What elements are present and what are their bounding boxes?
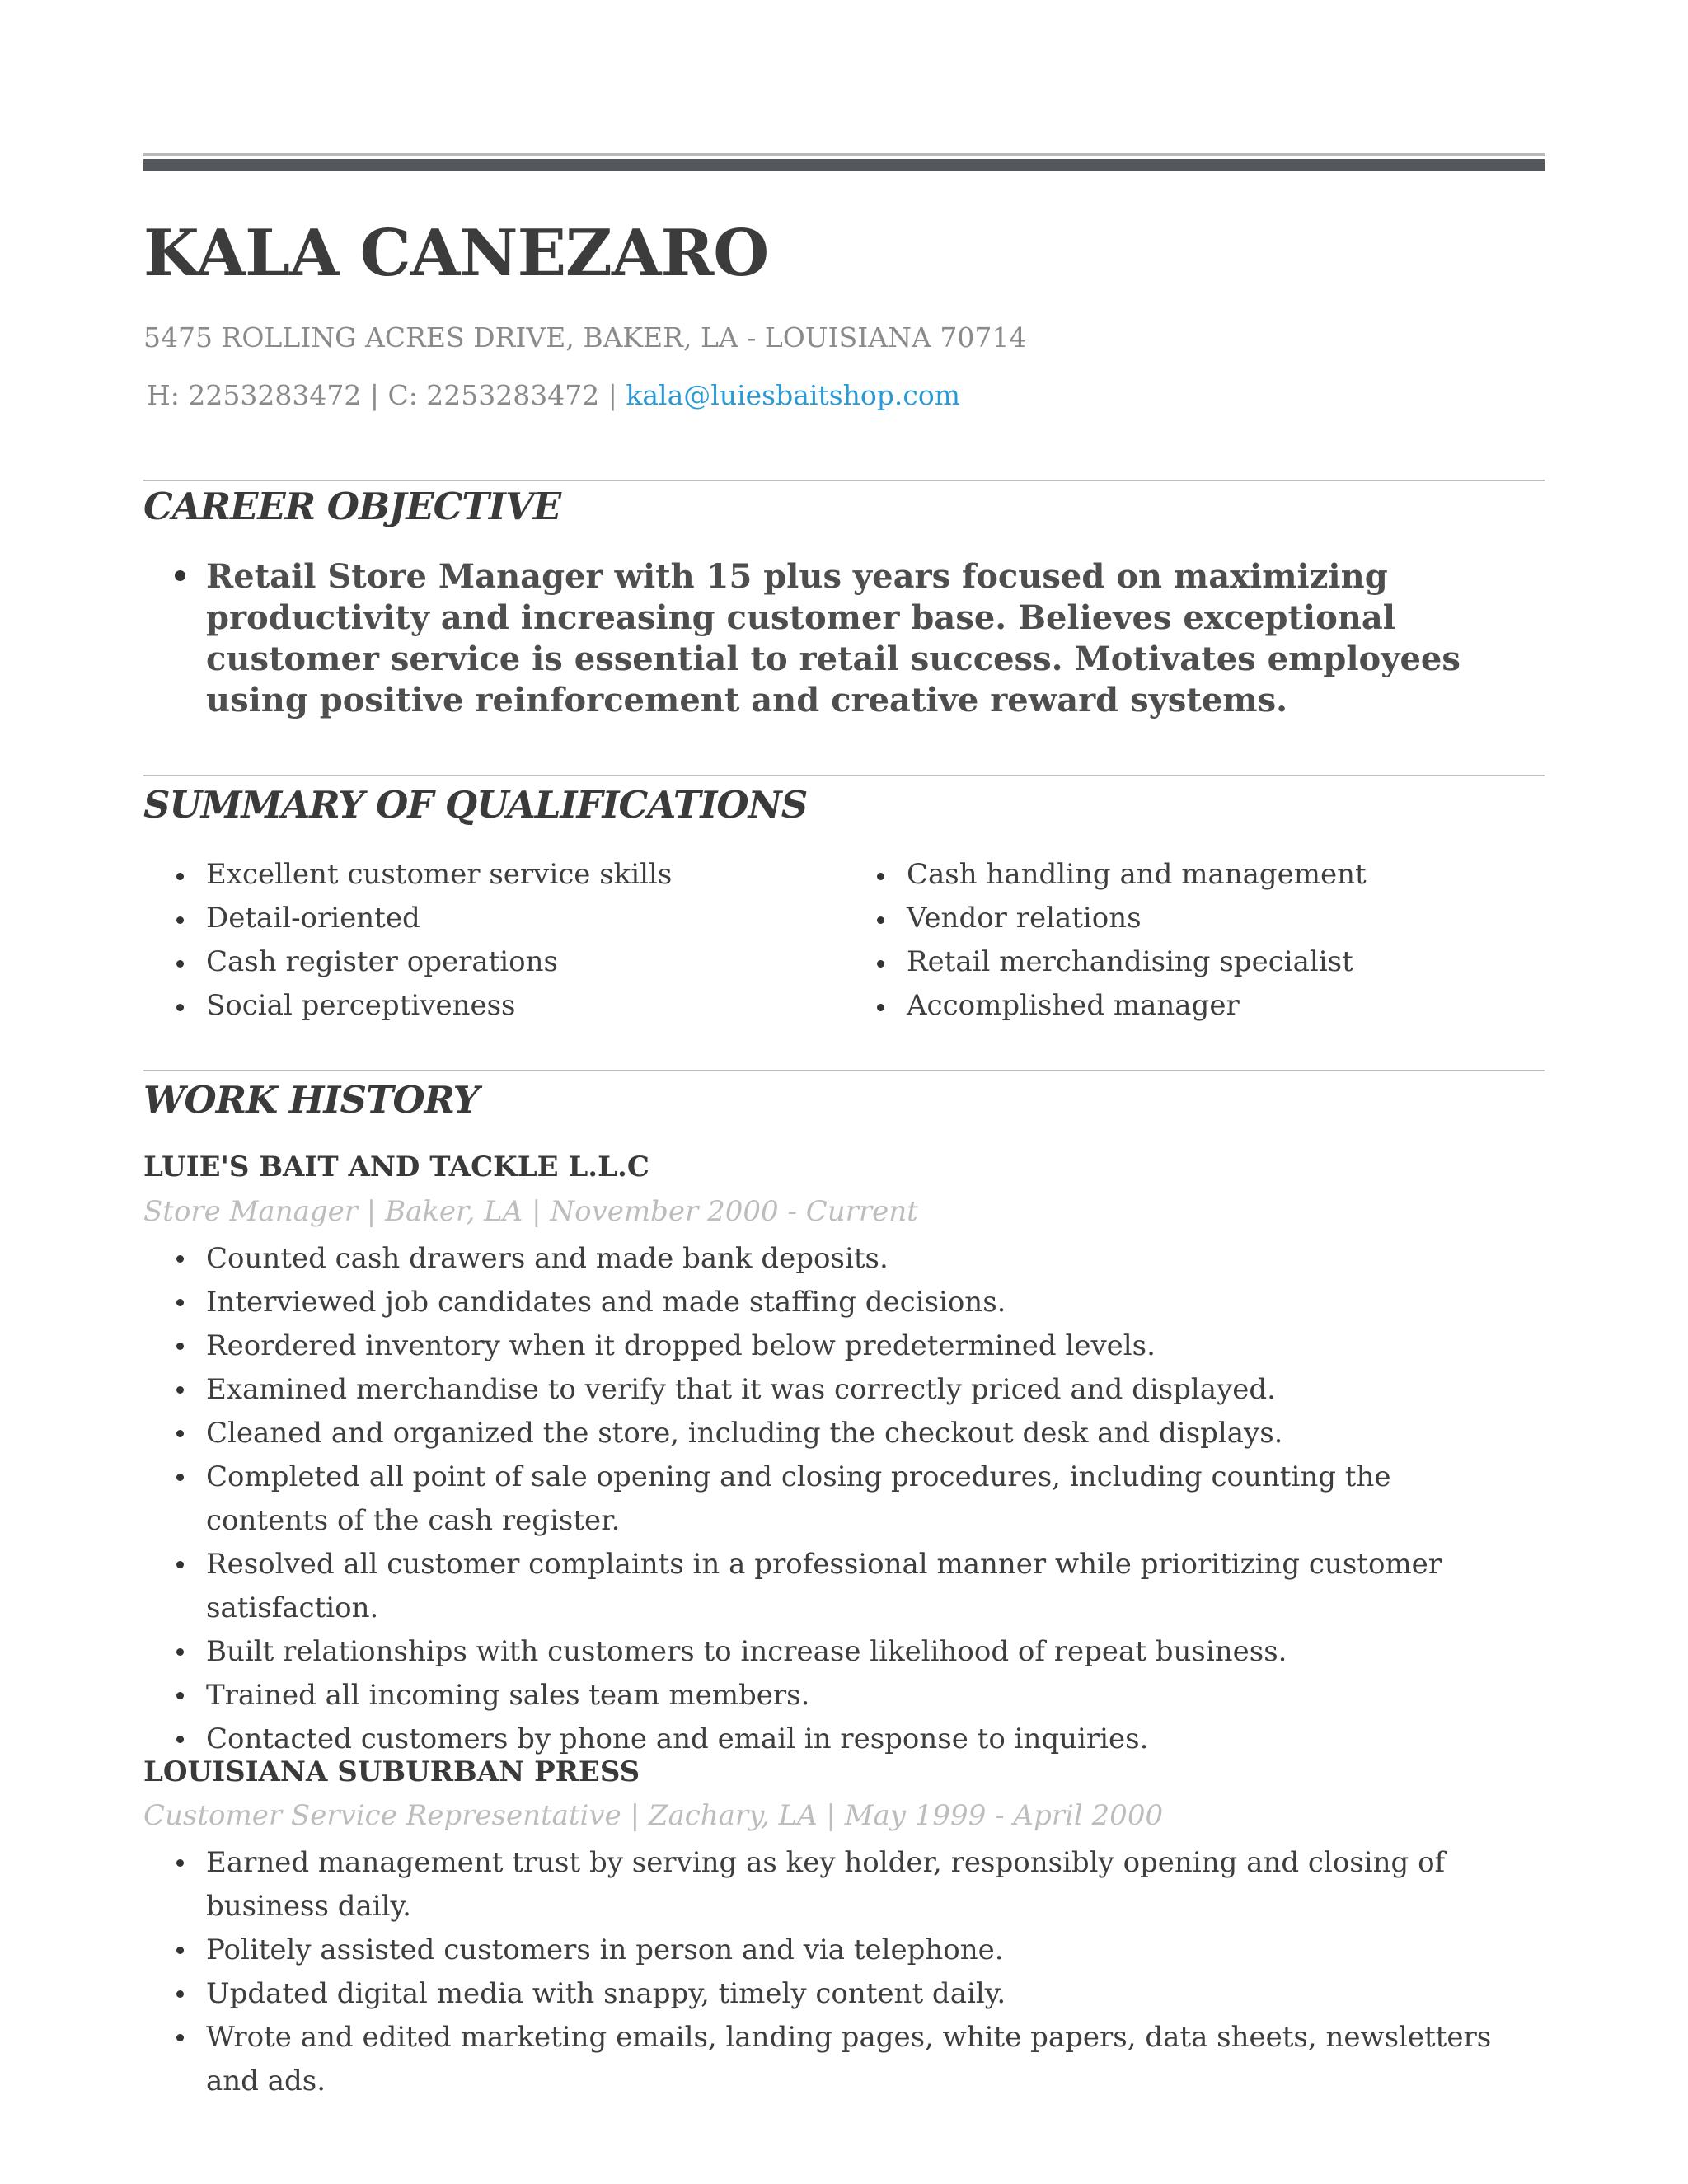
- company-name: LOUISIANA SUBURBAN PRESS: [143, 1755, 640, 1788]
- list-item: Vendor relations: [844, 897, 1367, 940]
- list-item: Cleaned and organized the store, including the checkout desk and displays.: [143, 1412, 1545, 1455]
- list-item: Examined merchandise to verify that it was correctly priced and displayed.: [143, 1368, 1545, 1412]
- list-item: Interviewed job candidates and made staffing decisions.: [143, 1281, 1545, 1324]
- list-item: Excellent customer service skills: [143, 853, 672, 897]
- list-item: Reordered inventory when it dropped below predetermined levels.: [143, 1324, 1545, 1368]
- section-title-career-objective: CAREER OBJECTIVE: [143, 485, 561, 528]
- company-name: LUIE'S BAIT AND TACKLE L.L.C: [143, 1151, 649, 1183]
- section-divider: [143, 480, 1545, 481]
- list-item: Trained all incoming sales team members.: [143, 1674, 1545, 1718]
- job-duties-list: [143, 1237, 1545, 1761]
- job-role-line: Customer Service Representative | Zachary, LA | May 1999 - April 2000: [143, 1799, 1164, 1832]
- bullet-icon: [175, 570, 185, 581]
- list-item: Completed all point of sale opening and closing procedures, including counting the contents of the cash register.: [143, 1455, 1545, 1543]
- qualifications-right-list: [844, 853, 1367, 1028]
- list-item: Counted cash drawers and made bank deposits.: [143, 1237, 1545, 1281]
- job-duties-list: [143, 1841, 1545, 2103]
- section-divider: [143, 775, 1545, 776]
- section-title-qualifications: SUMMARY OF QUALIFICATIONS: [143, 783, 808, 827]
- section-divider: [143, 1070, 1545, 1071]
- list-item: Retail merchandising specialist: [844, 940, 1367, 984]
- list-item: Resolved all customer complaints in a professional manner while prioritizing customer satisfaction.: [143, 1543, 1545, 1630]
- list-item: Built relationships with customers to increase likelihood of repeat business.: [143, 1630, 1545, 1674]
- list-item: Contacted customers by phone and email in response to inquiries.: [143, 1718, 1545, 1761]
- header-rule-thick: [143, 159, 1545, 171]
- contact-line: [147, 379, 960, 411]
- job-role-line: Store Manager | Baker, LA | November 2000 - Current: [143, 1195, 918, 1228]
- phone-numbers: H: 2253283472 | C: 2253283472 |: [147, 379, 626, 411]
- list-item: Cash register operations: [143, 940, 672, 984]
- career-objective-text: Retail Store Manager with 15 plus years focused on maximizing productivity and increasing customer base. Believes exceptional customer service is essential to retail success. Motivates employees using positive reinforcement and creative reward systems.: [206, 557, 1461, 719]
- list-item: Updated digital media with snappy, timely content daily.: [143, 1972, 1545, 2016]
- section-title-work-history: WORK HISTORY: [143, 1078, 479, 1122]
- list-item: Earned management trust by serving as key holder, responsibly opening and closing of business daily.: [143, 1841, 1545, 1929]
- list-item: Politely assisted customers in person and via telephone.: [143, 1929, 1545, 1972]
- address: 5475 ROLLING ACRES DRIVE, BAKER, LA - LOUISIANA 70714: [143, 321, 1027, 354]
- email-link[interactable]: kala@luiesbaitshop.com: [626, 379, 961, 411]
- list-item: Social perceptiveness: [143, 984, 672, 1028]
- qualifications-left-list: [143, 853, 672, 1028]
- list-item: Detail-oriented: [143, 897, 672, 940]
- list-item: Accomplished manager: [844, 984, 1367, 1028]
- list-item: Cash handling and management: [844, 853, 1367, 897]
- candidate-name: KALA CANEZARO: [143, 216, 769, 291]
- header-rule-thin: [143, 153, 1545, 156]
- list-item: Wrote and edited marketing emails, landing pages, white papers, data sheets, newsletters and ads.: [143, 2016, 1545, 2103]
